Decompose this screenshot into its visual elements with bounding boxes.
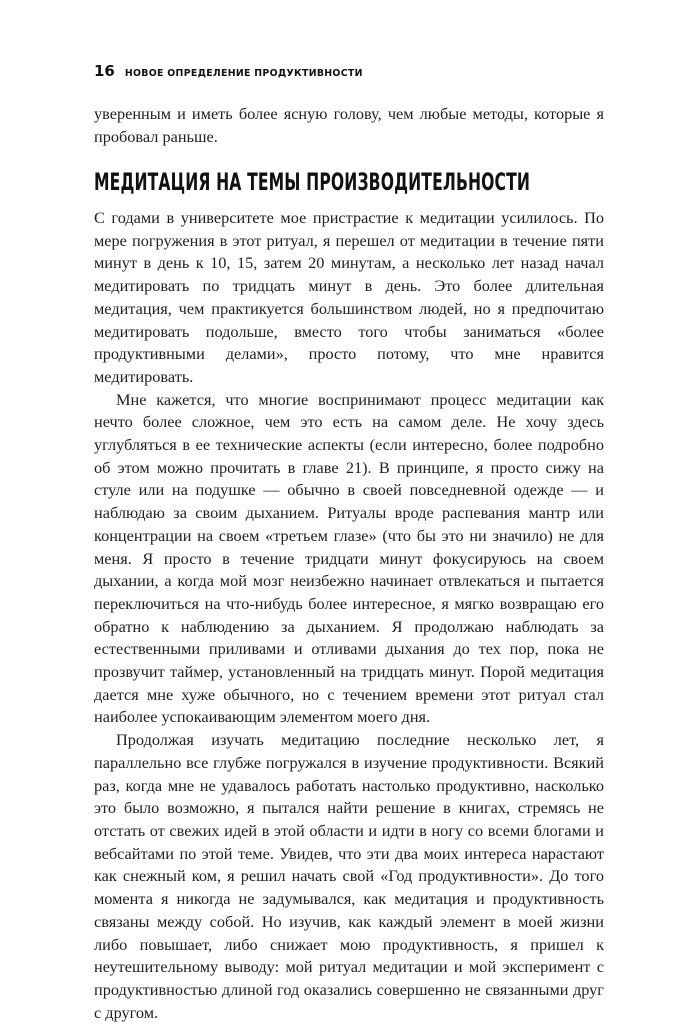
section-heading: МЕДИТАЦИЯ НА ТЕМЫ ПРОИЗВОДИТЕЛЬНОСТИ xyxy=(94,168,531,196)
intro-paragraph: уверенным и иметь более ясную голову, чем любые методы, которые я пробовал раньше. xyxy=(94,104,604,146)
page-number: 16 xyxy=(94,62,115,80)
running-header xyxy=(94,62,363,80)
running-title: НОВОЕ ОПРЕДЕЛЕНИЕ ПРОДУКТИВНОСТИ xyxy=(124,68,363,79)
paragraph-3: Продолжая изучать медитацию последние несколько лет, я параллельно все глубже погружался в изучение продуктивности. Всякий раз, когда мне не удавалось работать настолько продуктивно, насколько это было возможно, я пытался найти решение в книгах, стремясь не отстать от свежих идей в этой области и идти в ногу со всеми блогами и вебсайтами по этой теме. Увидев, что эти два моих интереса нарастают как снежный ком, я решил начать свой «Год продуктивности». До того момента я никогда не задумывался, как медитация и продуктивность связаны между собой. Но изучив, как каждый элемент в моей жизни либо повышает, либо снижает мою продуктивность, я пришел к неутешительному выводу: мой ритуал медитации и мой эксперимент с продуктивностью длиной год оказались совершенно не связанными друг с другом. xyxy=(94,730,604,1022)
section-body xyxy=(94,207,604,1024)
paragraph-1: С годами в университете мое пристрастие к медитации усилилось. По мере погружения в этот ритуал, я перешел от медитации в течение пяти минут в день к 10, 15, затем 20 минутам, а несколько лет назад начал медитировать по тридцать минут в день. Это более длительная медитация, чем практикуется большинством людей, но я предпочитаю медитировать подольше, вместо того чтобы заниматься «более продуктивными делами», просто потому, что мне нравится медитировать. xyxy=(94,208,604,386)
paragraph-2: Мне кажется, что многие воспринимают процесс медитации как нечто более сложное, чем это есть на самом деле. Не хочу здесь углубляться в ее технические аспекты (если интересно, более подробно об этом можно прочитать в главе 21). В принципе, я просто сижу на стуле или на подушке — обычно в своей повседневной одежде — и наблюдаю за своим дыханием. Ритуалы вроде распевания мантр или концентрации на своем «третьем глазе» (что бы это ни значило) не для меня. Я просто в течение тридцати минут фокусируюсь на своем дыхании, а когда мой мозг неизбежно начинает отвлекаться и пытается переключиться на что-нибудь более интересное, я мягко возвращаю его обратно к наблюдению за дыханием. Я продолжаю наблюдать за естественными приливами и отливами дыхания до тех пор, пока не прозвучит таймер, установленный на тридцать минут. Порой медитация дается мне хуже обычного, но с течением времени этот ритуал стал наиболее успокаивающим элементом моего дня. xyxy=(94,389,604,727)
